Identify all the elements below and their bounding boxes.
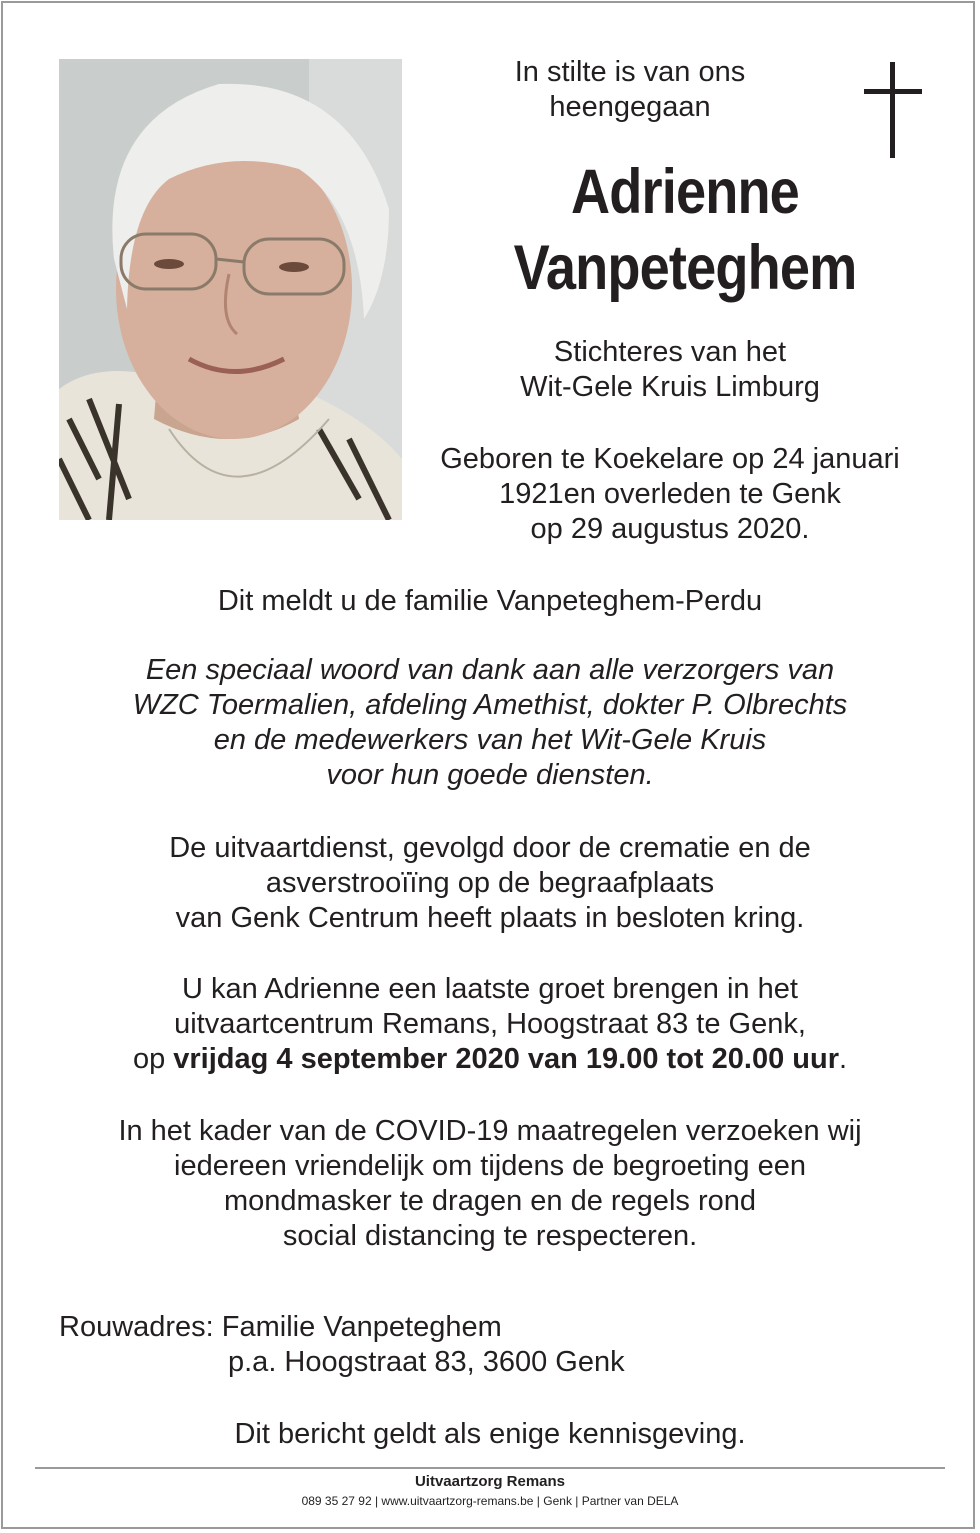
deceased-name: Adrienne Vanpeteghem: [513, 157, 857, 303]
footer-company: Uitvaartzorg Remans: [414, 1473, 566, 1490]
family-announcement: Dit meldt u de familie Vanpeteghem-Perdu: [217, 585, 763, 617]
funeral-service-text: De uitvaartdienst, gevolgd door de crematie en de asverstrooïïng op de begraafplaats van Genk Centrum heeft plaats in besloten kring.: [169, 832, 811, 934]
covid-notice: In het kader van de COVID-19 maatregelen verzoeken wij iedereen vriendelijk om tijdens de begroeting een mondmasker te dragen en de regels rond social distancing te respecteren.: [118, 1115, 862, 1252]
founder-text: Stichteres van het Wit-Gele Kruis Limburg: [520, 336, 820, 403]
mourning-address-line2: p.a. Hoogstraat 83, 3600 Genk: [228, 1346, 625, 1378]
visitation-text: U kan Adrienne een laatste groet brengen in het uitvaartcentrum Remans, Hoogstraat 83 te Genk, op vrijdag 4 september 2020 van 19.00 tot 20.00 uur.: [132, 973, 848, 1075]
cross-icon: [864, 62, 922, 158]
thanks-text: Een speciaal woord van dank aan alle verzorgers van WZC Toermalien, afdeling Amethist, dokter P. Olbrechts en de medewerkers van het Wit-Gele Kruis voor hun goede diensten.: [132, 654, 848, 791]
birth-death-text: Geboren te Koekelare op 24 januari 1921en overleden te Genk op 29 augustus 2020.: [440, 443, 900, 545]
notice-text: Dit bericht geldt als enige kennisgeving.: [234, 1418, 746, 1450]
footer-details: 089 35 27 92 | www.uitvaartzorg-remans.be | Genk | Partner van DELA: [301, 1494, 679, 1508]
mourning-address-line1: Rouwadres: Familie Vanpeteghem: [59, 1311, 502, 1343]
intro-text: In stilte is van ons heengegaan: [514, 56, 746, 123]
footer-divider: [35, 1467, 945, 1469]
portrait-photo: [59, 59, 402, 520]
visitation-datetime: vrijdag 4 september 2020 van 19.00 tot 20.00 uur: [173, 1043, 839, 1075]
